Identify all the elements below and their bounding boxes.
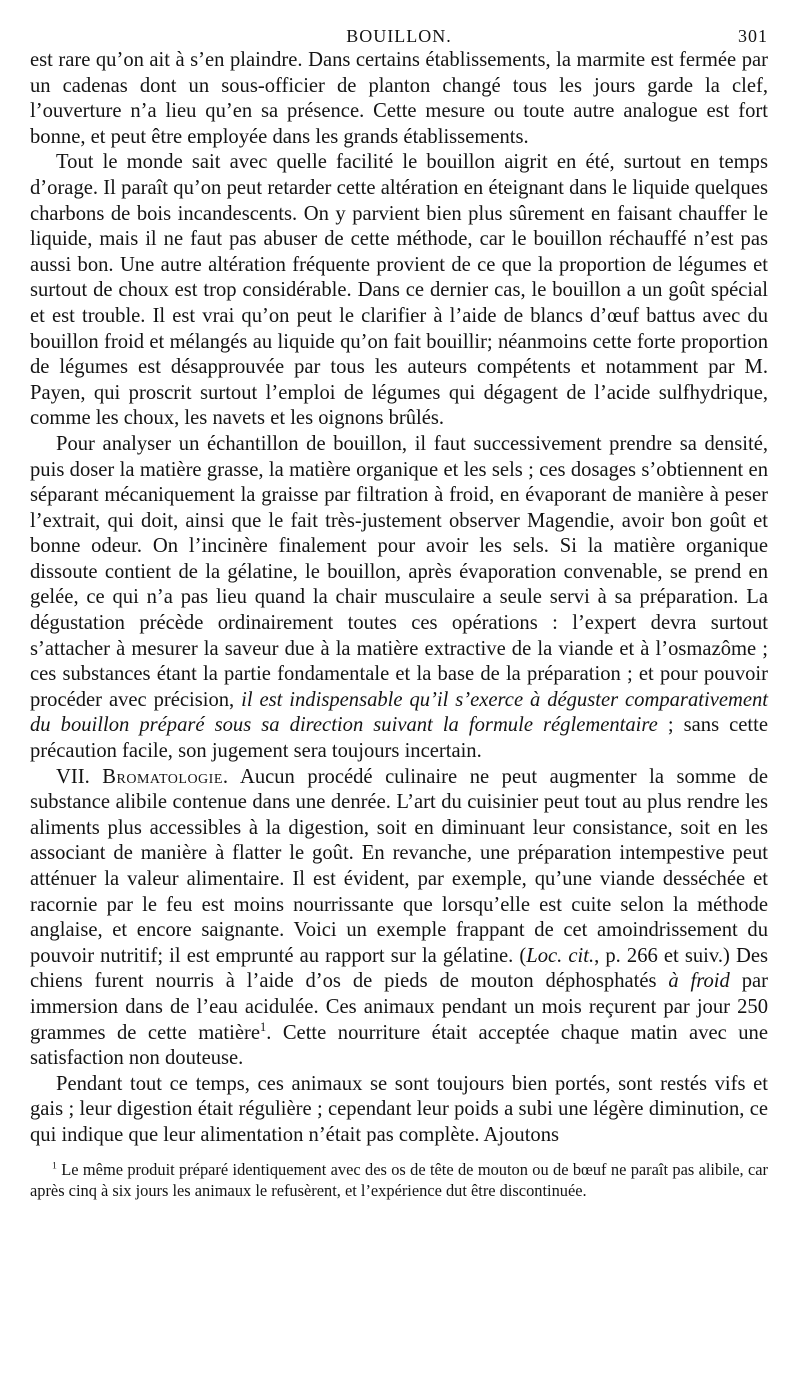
italic-recommendation: il est indispensable qu’il s’exerce à déguster comparativement du bouillon préparé sous sa direction suivant la formule réglementaire [30,688,768,737]
paragraph-4-end: . Cette nourriture était acceptée chaque matin avec une satisfaction non douteuse. [30,1021,768,1070]
citation-loc-cit: Loc. cit. [526,944,595,967]
running-header [30,22,768,48]
paragraph-3-text: Pour analyser un échantillon de bouillon, il faut successivement prendre sa densité, puis doser la matière grasse, la matière organique et les sels ; ces dosages s’obtiennent en séparant mécaniquement la graisse par filtration à froid, en évaporant de manière à peser l’extrait, qui doit, ainsi que le fait très-justement observer Magendie, avoir bon goût et bonne odeur. On l’incinère finalement pour avoir les sels. Si la matière organique dissoute contient de la gélatine, le bouillon, après évaporation convenable, se prend en gelée, ce qui n’a pas lieu quand la chair musculaire a seule servi à sa préparation. La dégustation précède ordinairement toutes ces opérations : l’expert devra surtout s’attacher à mesurer la saveur due à la matière extractive de la viande et à l’osmazôme ; ces substances étant la partie fondamentale et la base de la préparation ; et pour pouvoir procéder avec précision, [30,432,768,711]
footnote-1 [30,1159,768,1201]
page-number: 301 [738,26,768,46]
paragraph-4 [30,765,768,1072]
paragraph-2: Tout le monde sait avec quelle facilité le bouillon aigrit en été, surtout en temps d’orage. Il paraît qu’on peut retarder cette altération en éteignant dans le liquide quelques charbons de bois incandescents. On y parvient bien plus sûrement en faisant chauffer le liquide, mais il ne faut pas abuser de cette méthode, car le bouillon réchauffé n’est pas aussi bon. Une autre altération fréquente provient de ce que la proportion de légumes et surtout de choux est trop considérable. Dans ce dernier cas, le bouillon a un goût spécial et est trouble. Il est vrai qu’on peut le clarifier à l’aide de blancs d’œuf battus avec du bouillon froid et mélangés au liquide qu’on fait bouillir; néanmoins cette forte proportion de légumes est désapprouvée par tous les auteurs compétents et notamment par M. Payen, qui proscrit surtout l’emploi de légumes qui dégagent de l’acide sulfhydrique, comme les choux, les navets et les oignons brûlés. [30,151,768,430]
section-number: VII. [56,765,90,788]
italic-a-froid: à froid [668,970,730,993]
footnotes [30,1159,768,1201]
paragraph-5: Pendant tout ce temps, ces animaux se sont toujours bien portés, sont restés vifs et gais ; leur digestion était régulière ; cependant leur poids a subi une légère diminution, ce qui indique que leur alimentation n’était pas complète. Ajoutons [30,1072,768,1146]
footnote-text: Le même produit préparé identiquement avec des os de tête de mouton ou de bœuf ne paraît pas alibile, car après cinq à six jours les animaux le refusèrent, et l’expérience dut être discontinuée. [30,1159,768,1200]
footnote-reference: 1 [260,1019,267,1034]
running-title: BOUILLON. [346,26,452,46]
paragraph-3-end: ; sans cette précaution facile, son jugement sera toujours incertain. [30,714,768,763]
paragraph-4-text: Aucun procédé culinaire ne peut augmenter la somme de substance alibile contenue dans une denrée. L’art du cuisinier peut tout au plus rendre les aliments plus accessibles à la digestion, soit en diminuant leur consistance, soit en les associant de manière à flatter le goût. En revanche, une préparation intempestive peut atténuer la valeur alimentaire. Il est évident, par exemple, qu’une viande desséchée et racornie par le feu est moins nourrissante que lorsqu’elle est cuite selon la méthode anglaise, et encore saignante. Voici un exemple frappant de cet amoindrissement du pouvoir nutritif; il est emprunté au rapport sur la gélatine. ( [30,765,768,967]
section-heading: Bromatologie. [102,765,229,788]
document-page [30,22,768,1201]
paragraph-3 [30,432,768,765]
paragraph-4-text-3: par immersion dans de l’eau acidulée. Ces animaux pendant un mois reçurent par jour 250 grammes de cette matière [30,970,768,1044]
paragraph-4-text-2: , p. 266 et suiv.) Des chiens furent nourris à l’aide d’os de pieds de mouton déphosphatés [30,944,768,993]
paragraph-1: est rare qu’on ait à s’en plaindre. Dans certains établissements, la marmite est fermée par un cadenas dont un sous-officier de planton changé tous les jours garde la clef, l’ouverture n’a lieu qu’en sa présence. Cette mesure ou toute autre analogue est fort bonne, et peut être employée dans les grands établissements. [30,49,768,148]
body-text [30,48,768,1149]
footnote-mark: 1 [52,1160,57,1172]
